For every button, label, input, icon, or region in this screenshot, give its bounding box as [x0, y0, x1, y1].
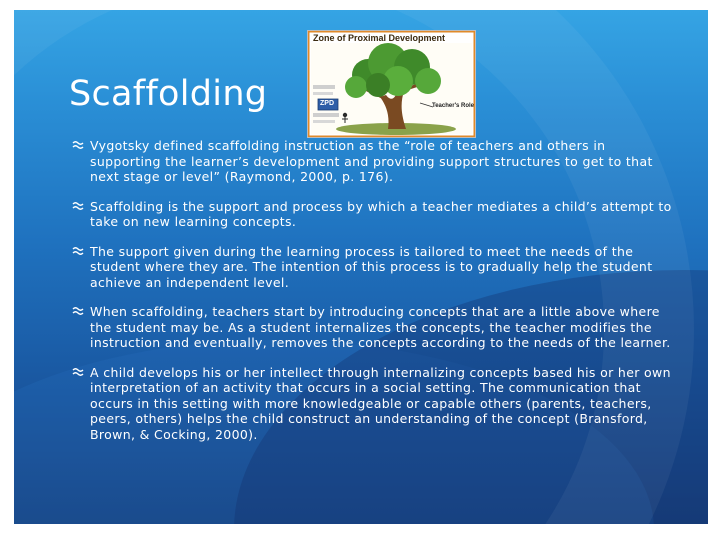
- zpd-label: ZPD: [320, 100, 334, 107]
- wave-bullet-icon: [72, 367, 84, 377]
- figure-caption: Zone of Proximal Development: [313, 33, 446, 43]
- list-item: [72, 304, 672, 351]
- wave-bullet-icon: [72, 306, 84, 316]
- list-item: [72, 244, 672, 291]
- wave-bullet-icon: [72, 140, 84, 150]
- slide: [14, 10, 708, 524]
- slide-title: Scaffolding: [69, 74, 268, 114]
- bullet-text: When scaffolding, teachers start by introducing concepts that are a little above where the student may be. As a student internalizes the concepts, the teacher modifies the instruction and eventually, removes the concepts according to the needs of the learner.: [90, 304, 671, 350]
- teachers-role-label: Teacher's Role: [432, 103, 474, 109]
- list-item: [72, 138, 672, 185]
- bullet-text: The support given during the learning process is tailored to meet the needs of the student where they are. The intention of this process is to gradually help the student achieve an independent level.: [90, 243, 653, 290]
- bullet-text: A child develops his or her intellect through internalizing concepts based his or her own interpretation of an activity that occurs in a social setting. The communication that occurs in this setting with more knowledgeable or capable others (parents, teachers, peers, others) helps the child construct an understanding of the concept (Bransford, Brown, & Cocking, 2000).: [90, 364, 671, 442]
- list-item: [72, 199, 672, 230]
- list-item: [72, 365, 672, 443]
- tree-illustration: [308, 31, 475, 137]
- bullet-text: Vygotsky defined scaffolding instruction as the “role of teachers and others in supporting the learner’s development and providing support structures to get to that next stage or level” (Raymond, 2000, p. 176).: [90, 138, 653, 184]
- wave-bullet-icon: [72, 246, 84, 256]
- wave-bullet-icon: [72, 201, 84, 211]
- bullet-list: [72, 138, 672, 456]
- bullet-text: Scaffolding is the support and process by which a teacher mediates a child’s attempt to take on new learning concepts.: [90, 198, 672, 229]
- zpd-tree-image: [307, 30, 476, 138]
